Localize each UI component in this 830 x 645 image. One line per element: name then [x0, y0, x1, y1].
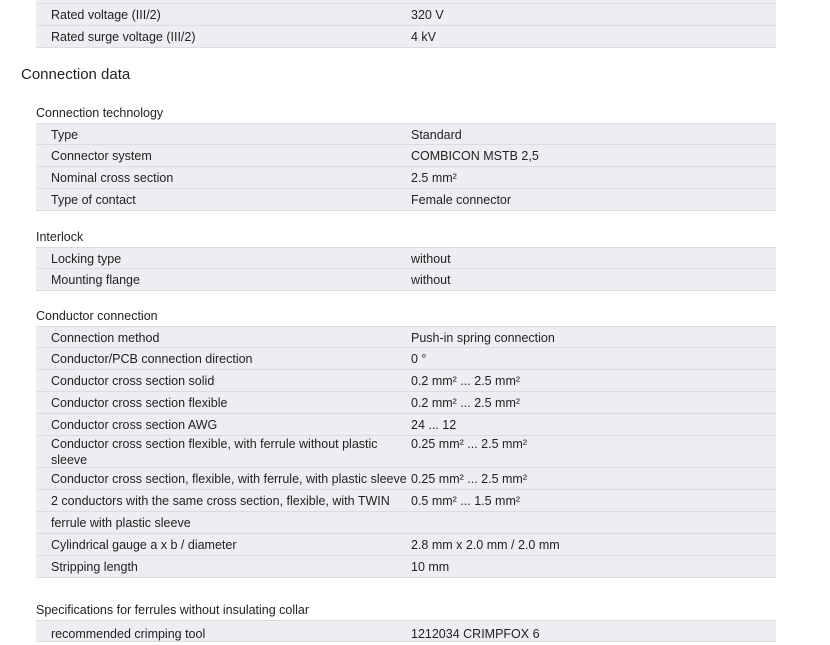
table-row	[36, 620, 776, 642]
row-label: Stripping length	[51, 560, 138, 574]
row-label: Locking type	[51, 252, 122, 266]
row-label: Conductor cross section flexible, with ferrule without plastic sleeve	[51, 437, 378, 467]
table-row	[36, 247, 776, 269]
table-row	[36, 392, 776, 414]
ferrules-table-clip	[36, 620, 776, 641]
row-value: 4 kV	[411, 30, 437, 44]
row-value: 2.5 mm²	[411, 171, 457, 185]
table-row	[36, 123, 776, 145]
row-value: 0.25 mm² ... 2.5 mm²	[411, 472, 527, 486]
table-row	[36, 269, 776, 291]
row-value: 0.2 mm² ... 2.5 mm²	[411, 374, 521, 388]
row-value: Female connector	[411, 193, 512, 207]
row-value: 320 V	[411, 8, 444, 22]
group-title: Conductor connection	[36, 309, 158, 323]
table-row	[36, 490, 776, 512]
table-row	[36, 167, 776, 189]
interlock-table	[36, 247, 776, 291]
table-row	[36, 348, 776, 370]
electrical-table	[36, 0, 776, 48]
section-title: Connection data	[21, 66, 131, 83]
group-title: Interlock	[36, 230, 84, 244]
row-label: Nominal cross section	[51, 171, 174, 185]
table-row	[36, 512, 776, 534]
row-label: Mounting flange	[51, 273, 140, 287]
row-label: Conductor/PCB connection direction	[51, 352, 253, 366]
table-row	[36, 4, 776, 26]
row-value: 2.8 mm x 2.0 mm / 2.0 mm	[411, 538, 560, 552]
row-label: Connector system	[51, 149, 152, 163]
row-value: 24 ... 12	[411, 418, 457, 432]
row-label: recommended crimping tool	[51, 627, 206, 641]
row-value: 0.2 mm² ... 2.5 mm²	[411, 396, 521, 410]
row-label: Type	[51, 128, 79, 142]
table-row	[36, 468, 776, 490]
row-label: Conductor cross section AWG	[51, 418, 218, 432]
ferrules-table	[36, 620, 776, 642]
table-row	[36, 534, 776, 556]
group-title: Specifications for ferrules without insulating collar	[36, 603, 310, 617]
connection-technology-table	[36, 123, 776, 211]
row-value: Standard	[411, 128, 462, 142]
group-title: Connection technology	[36, 106, 164, 120]
row-label: Connection method	[51, 331, 160, 345]
row-value: without	[411, 273, 451, 287]
row-label: Rated surge voltage (III/2)	[51, 30, 196, 44]
row-value: 0 °	[411, 352, 427, 366]
row-value: 10 mm	[411, 560, 450, 574]
table-row	[36, 436, 776, 468]
row-value: 0.25 mm² ... 2.5 mm²	[411, 437, 527, 451]
table-row	[36, 26, 776, 48]
row-value: Push-in spring connection	[411, 331, 555, 345]
row-value: 1212034 CRIMPFOX 6	[411, 627, 540, 641]
row-value: COMBICON MSTB 2,5	[411, 149, 539, 163]
row-label: Conductor cross section solid	[51, 374, 215, 388]
row-label: Cylindrical gauge a x b / diameter	[51, 538, 237, 552]
table-row	[36, 145, 776, 167]
table-row	[36, 189, 776, 211]
row-value: 0.5 mm² ... 1.5 mm²	[411, 494, 521, 508]
row-label: Type of contact	[51, 193, 136, 207]
row-label: Rated voltage (III/2)	[51, 8, 161, 22]
row-label: Conductor cross section flexible	[51, 396, 228, 410]
table-row	[36, 556, 776, 578]
table-row	[36, 326, 776, 348]
table-row	[36, 370, 776, 392]
table-row	[36, 414, 776, 436]
row-label: Conductor cross section, flexible, with ferrule, with plastic sleeve	[51, 472, 407, 486]
row-label: 2 conductors with the same cross section, flexible, with TWIN	[51, 494, 390, 508]
row-value: without	[411, 252, 451, 266]
row-label: ferrule with plastic sleeve	[51, 516, 191, 530]
conductor-connection-table	[36, 326, 776, 578]
